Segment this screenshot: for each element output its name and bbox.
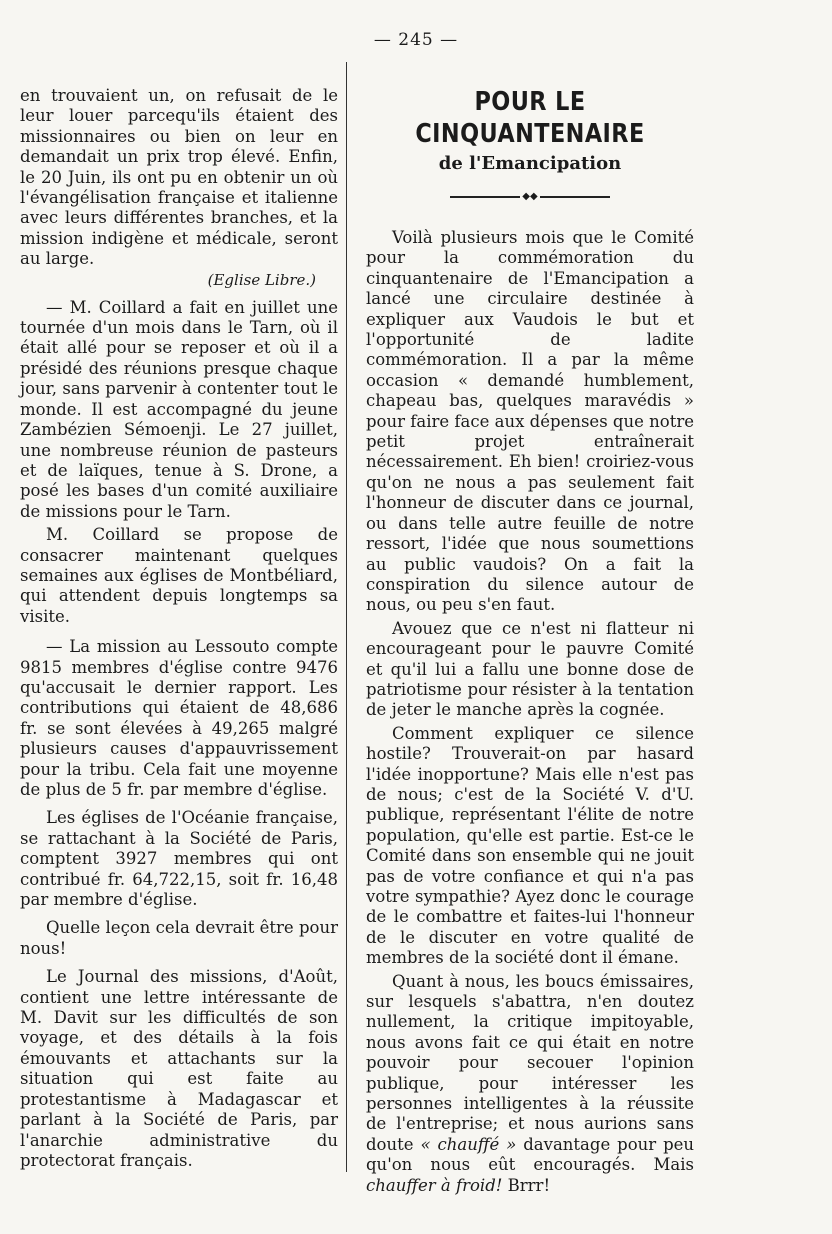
- paragraph: M. Coillard se propose de consacrer maintenant quelques semaines aux églises de Montbéliard, qui attendent depuis longtemps sa visite.: [20, 525, 338, 626]
- paragraph: — M. Coillard a fait en juillet une tournée d'un mois dans le Tarn, où il était allé pour se reposer et où il a présidé des réunions presque chaque jour, sans parvenir à contenter tout le monde. Il est accompagné du jeune Zambézien Sémoenji. Le 27 juillet, une nombreuse réunion de pasteurs et de laïques, tenue à S. Drone, a posé les bases d'un comité auxiliaire de missions pour le Tarn.: [20, 297, 338, 521]
- paragraph: Voilà plusieurs mois que le Comité pour la commémoration du cinquantenaire de l'Emancipation a lancé une circulaire destinée à expliquer aux Vaudois le but et l'opportunité de ladite commémoration. Il a par la même occasion « demandé humblement, chapeau bas, quelques maravédis » pour faire face aux dépenses que notre petit projet entraînerait nécessairement. Eh bien! croiriez-vous qu'on ne nous a pas seulement fait l'honneur de discuter dans ce journal, ou dans telle autre feuille de notre ressort, l'idée que nous soumettions au public vaudois? On a fait la conspiration du silence autour de nous, ou peu s'en faut.: [366, 228, 694, 615]
- paragraph: Le Journal des missions, d'Août, contient une lettre intéressante de M. Davit sur les difficultés de son voyage, et des détails à la fois émouvants et attachants sur la situation qui est faite au protestantisme à Madagascar et parlant à la Société de Paris, par l'anarchie administrative du protectorat français.: [20, 967, 338, 1170]
- emphasis-text: chauffer à froid!: [366, 1175, 503, 1195]
- page-number: — 245 —: [373, 30, 459, 50]
- right-column: [366, 86, 694, 1196]
- paragraph-text: Brrr!: [507, 1175, 551, 1195]
- paragraph: Comment expliquer ce silence hostile? Trouverait-on par hasard l'idée inopportune? Mais elle n'est pas de nous; c'est de la Société V. d'U. publique, représentant l'élite de notre population, qu'elle est partie. Est-ce le Comité dans son ensemble qui ne jouit pas de votre confiance et qui n'a pas votre sympathie? Ayez donc le courage de le combattre et faites-lui l'honneur de le discuter en votre qualité de membres de la société dont il émane.: [366, 723, 694, 968]
- left-column: [20, 86, 338, 1171]
- source-attribution: (Eglise Libre.): [207, 270, 316, 289]
- paragraph: Avouez que ce n'est ni flatteur ni encourageant pour le pauvre Comité et qu'il lui a fallu une bonne dose de patriotisme pour résister à la tentation de jeter le manche après la cognée.: [366, 618, 694, 720]
- article-subhead: de l'Emancipation: [438, 153, 622, 174]
- paragraph: Les églises de l'Océanie française, se rattachant à la Société de Paris, comptent 3927 membres qui ont contribué fr. 64,722,15, soit fr. 16,48 par membre d'église.: [20, 808, 338, 910]
- emphasis-text: « chauffé »: [420, 1134, 517, 1154]
- paragraph: en trouvaient un, on refusait de le leur louer parcequ'ils étaient des missionnaires ou bien on leur en demandait un prix trop élevé. Enfin, le 20 Juin, ils ont pu en obtenir un où l'évangélisation française et italienne avec leurs différentes branches, et la mission indigène et médicale, seront au large.: [20, 86, 338, 269]
- article-headline: POUR LE CINQUANTENAIRE: [415, 87, 645, 149]
- column-divider: [346, 62, 347, 1172]
- paragraph: Quelle leçon cela devrait être pour nous!: [20, 918, 338, 958]
- paragraph: — La mission au Lessouto compte 9815 membres d'église contre 9476 qu'accusait le dernier rapport. Les contributions qui étaient de 48,686 fr. se sont élevées à 49,265 malgré plusieurs causes d'appauvrissement pour la tribu. Cela fait une moyenne de plus de 5 fr. par membre d'église.: [20, 637, 338, 799]
- paragraph-text: Quant à nous, les boucs émissaires, sur lesquels s'abattra, n'en doutez nullement, la critique impitoyable, nous avons fait ce qui était en notre pouvoir pour secouer l'opinion publique, pour intéresser les personnes intelligentes à la réussite de l'entreprise; et nous aurions sans doute: [366, 971, 694, 1154]
- paragraph: [366, 972, 694, 1196]
- ornament-divider: ◆◆: [366, 190, 694, 204]
- paragraph-text: davantage pour peu qu'on nous eût encouragés. Mais: [366, 1134, 695, 1175]
